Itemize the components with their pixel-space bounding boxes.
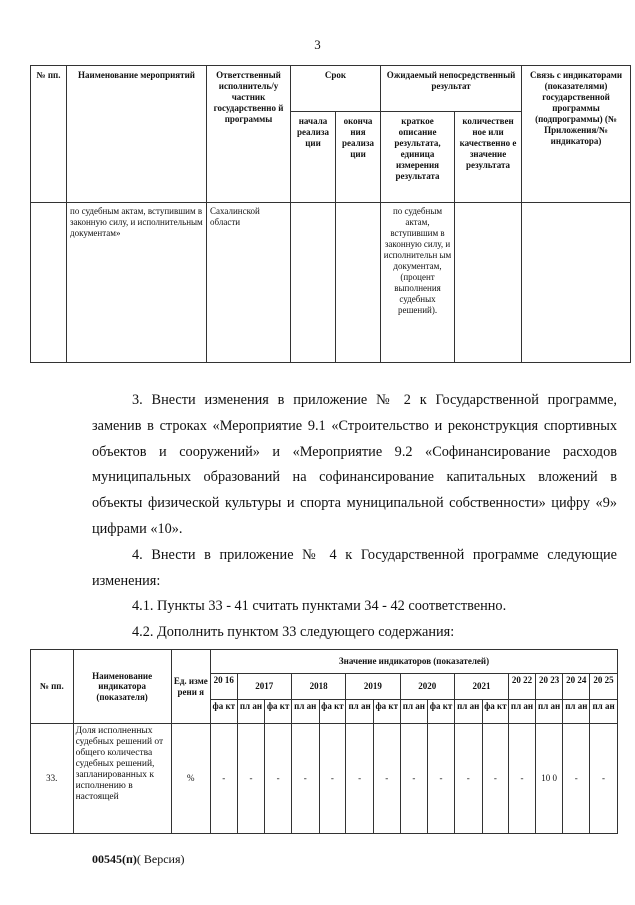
value-cell: - — [265, 724, 292, 834]
subheader: пл ан — [590, 700, 618, 724]
paragraph-3: 3. Внести изменения в приложение № 2 к Государственной программе, заменив в строках «Мероприятие 9.1 «Строительство и реконструкция спортивных объектов и сооружений» и «Мероприятие 9.2 «Софинансирование расходов муниципальных образований на софинансирование капитальных вложений в объекты физической культуры и спорта муниципальной собственности» цифру «9» цифрами «10». — [92, 392, 617, 537]
cell-expected-value — [455, 203, 522, 363]
header-expected-brief: краткое описание результата, единица измерения результата — [381, 112, 455, 203]
value-cell: - — [210, 724, 237, 834]
subheader: пл ан — [291, 700, 319, 724]
cell-expected-brief: по судебным актам, вступившим в законную силу, и исполнительн ым документам, (процент выполнения судебных решений). — [381, 203, 455, 363]
value-cell: - — [346, 724, 374, 834]
header-num: № пп. — [31, 66, 67, 203]
year-header: 2017 — [237, 674, 291, 700]
subheader: фа кт — [373, 700, 400, 724]
table-row — [31, 724, 618, 834]
value-cell: - — [454, 724, 482, 834]
subheader: фа кт — [265, 700, 292, 724]
subheader: пл ан — [563, 700, 590, 724]
year-header: 20 24 — [563, 674, 590, 700]
header-term: Срок — [291, 66, 381, 112]
cell-name: по судебным актам, вступившим в законную силу, и исполнительным документам» — [67, 203, 207, 363]
value-cell: - — [509, 724, 536, 834]
subheader: фа кт — [482, 700, 509, 724]
value-cell: - — [590, 724, 618, 834]
indicators-table — [30, 649, 618, 834]
value-cell: - — [482, 724, 509, 834]
header-unit: Ед. изме рени я — [171, 650, 210, 724]
value-cell: - — [563, 724, 590, 834]
page-number: 3 — [314, 37, 321, 52]
cell-name: Доля исполненных судебных решений от общего количества судебных решений, запланированных к исполнению в настоящей — [73, 724, 171, 834]
paragraph-4-2: 4.2. Дополнить пунктом 33 следующего содержания: — [132, 624, 455, 640]
cell-responsible: Сахалинской области — [207, 203, 291, 363]
subheader: пл ан — [535, 700, 563, 724]
subheader: пл ан — [454, 700, 482, 724]
header-link: Связь с индикаторами (показателями) государственной программы (подпрограммы) (№ Приложения/№ индикатора) — [522, 66, 631, 203]
year-header: 2018 — [291, 674, 345, 700]
value-cell: 10 0 — [535, 724, 563, 834]
cell-unit: % — [171, 724, 210, 834]
year-header: 2020 — [400, 674, 454, 700]
paragraph-4: 4. Внести в приложение № 4 к Государственной программе следующие изменения: — [92, 547, 617, 589]
subheader: фа кт — [428, 700, 455, 724]
header-responsible: Ответственный исполнитель/у частник государственно й программы — [207, 66, 291, 203]
cell-link — [522, 203, 631, 363]
year-header: 20 16 — [210, 674, 237, 700]
cell-num — [31, 203, 67, 363]
subheader: пл ан — [509, 700, 536, 724]
value-cell: - — [400, 724, 428, 834]
subheader: фа кт — [210, 700, 237, 724]
paragraph-4-1: 4.1. Пункты 33 - 41 считать пунктами 34 - 42 соответственно. — [132, 598, 507, 614]
table-row — [31, 203, 631, 363]
header-name: Наименование мероприятий — [67, 66, 207, 203]
footer-code: 00545(п) — [92, 852, 137, 866]
value-cell: - — [291, 724, 319, 834]
year-header: 2021 — [454, 674, 508, 700]
header-term-start: начала реализа ции — [291, 112, 336, 203]
value-cell: - — [237, 724, 265, 834]
cell-num: 33. — [31, 724, 74, 834]
header-term-end: оконча ния реализа ции — [336, 112, 381, 203]
cell-term-end — [336, 203, 381, 363]
subheader: пл ан — [237, 700, 265, 724]
header-values: Значение индикаторов (показателей) — [210, 650, 617, 674]
header-expected: Ожидаемый непосредственный результат — [381, 66, 522, 112]
value-cell: - — [428, 724, 455, 834]
measures-table — [30, 65, 631, 363]
cell-term-start — [291, 203, 336, 363]
value-cell: - — [373, 724, 400, 834]
footer-version: ( Версия) — [136, 852, 185, 866]
subheader: фа кт — [319, 700, 346, 724]
header-name: Наименование индикатора (показателя) — [73, 650, 171, 724]
header-expected-value: количествен ное или качественно е значение результата — [455, 112, 522, 203]
value-cell: - — [319, 724, 346, 834]
footer — [92, 852, 185, 867]
year-header: 20 23 — [535, 674, 563, 700]
year-header: 2019 — [346, 674, 400, 700]
year-header: 20 25 — [590, 674, 618, 700]
subheader: пл ан — [400, 700, 428, 724]
year-header: 20 22 — [509, 674, 536, 700]
header-num: № пп. — [31, 650, 74, 724]
subheader: пл ан — [346, 700, 374, 724]
